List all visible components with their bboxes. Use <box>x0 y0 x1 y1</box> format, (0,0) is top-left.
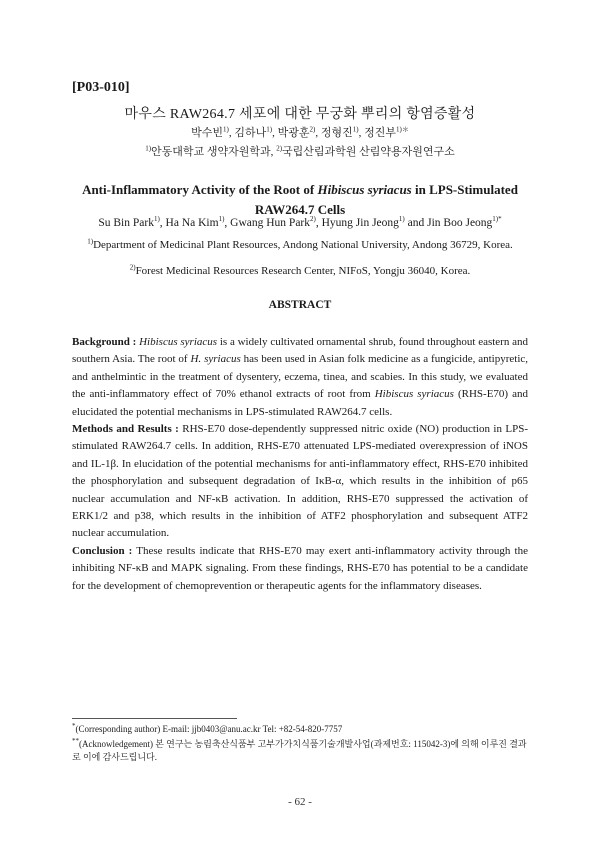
kr-author-mark: 1) <box>352 125 359 134</box>
affiliation-2 <box>40 265 560 277</box>
english-authors: Su Bin Park$^{1)}$, Ha Na Kim$^{1)}$, Gwang Hun Park$^{2)}$, Hyung Jin Jeong$^{1)}$ and Jin Boo Jeong$^{1)*}$ <box>98 215 502 229</box>
author-name: Ha Na Kim <box>165 217 219 229</box>
text-run: (RHS-E70) and elucidated the potential mechanisms in LPS-stimulated RAW264.7 cells. <box>72 388 528 418</box>
kr-affil-mark: 2) <box>276 144 283 153</box>
english-title <box>60 180 540 220</box>
author-mark: 1) <box>153 215 160 224</box>
title-species: Hibiscus syriacus <box>317 182 412 197</box>
footnote-mark: ** <box>72 737 79 745</box>
text-run: has been used in Asian folk medicine as a fungicide, antipyretic, and anthelmintic in the treatment of dysentery, eczema, tinea, and scabies. In this study, we evaluated the anti-inflammatory effect of 70% ethanol extracts of root from <box>72 353 529 401</box>
footnote-corresponding <box>72 724 342 734</box>
methods-paragraph <box>72 421 528 543</box>
footnote-text: (Acknowledgement) 본 연구는 농림축산식품부 고부가가치식품기술개발사업(과제번호: 115042-3)에 의해 이루진 결과로 이에 감사드립니다. <box>72 739 527 762</box>
background-label: Background : <box>72 336 137 348</box>
kr-author-name: 김하나 <box>234 127 267 139</box>
affiliation-1 <box>72 236 528 254</box>
abstract-body <box>72 334 528 595</box>
title-part: in LPS-Stimulated <box>411 182 518 197</box>
kr-affil-2: 국립산림과학원 산림약용자원연구소 <box>282 146 455 158</box>
kr-author-name: 박수빈 <box>191 127 224 139</box>
text-run: These results indicate that RHS-E70 may exert anti-inflammatory activity through the inhibiting NF-κB and MAPK signaling. From these findings, RHS-E70 has potential to be a candidate for the development of chemoprevention or therapeutic agents for the inflammatory diseases. <box>72 544 528 592</box>
affil-text: Forest Medicinal Resources Research Center, NIFoS, Yongju 36040, Korea. <box>135 265 471 277</box>
affil-mark: 1) <box>87 237 94 246</box>
page-number: - 62 - <box>288 796 312 808</box>
korean-title: 마우스 RAW264.7 세포에 대한 무궁화 뿌리의 항염증활성 <box>124 107 476 122</box>
author-mark: 1) <box>218 215 225 224</box>
kr-author-name: 정형진 <box>320 127 353 139</box>
text-run: RHS-E70 dose-dependently suppressed nitric oxide (NO) production in LPS-stimulated RAW264.7 cells. In addition, RHS-E70 attenuated LPS-mediated overexpression of iNOS and IL-1β. In elucidation of the potential mechanisms for anti-inflammatory effect, RHS-E70 inhibited the phosphorylation and subsequent degradation of IκB-α, which results in the inhibition of p65 nuclear accumulation and NF-κB activation. In addition, RHS-E70 suppressed the activation of ERK1/2 and p38, which results in the inhibition of ATF2 phosphorylation and subsequent ATF2 nuclear accumulation. <box>72 423 528 540</box>
conclusion-label: Conclusion : <box>72 544 133 557</box>
abstract-heading: ABSTRACT <box>268 299 332 311</box>
species-name: Hibiscus syriacus <box>139 336 218 348</box>
author-name: Jin Boo Jeong <box>427 217 493 229</box>
author-mark: 2) <box>310 215 316 224</box>
kr-author-mark: 1) <box>266 125 273 134</box>
title-part: Anti-Inflammatory Activity of the Root of <box>82 182 318 197</box>
kr-author-name: 정진부 <box>364 127 396 139</box>
kr-author-mark: 1)＊ <box>395 125 409 134</box>
kr-author-name: 박광훈 <box>277 127 310 139</box>
author-mark: 1) <box>398 215 405 224</box>
footnote-mark: * <box>72 722 76 730</box>
methods-label: Methods and Results : <box>72 423 179 436</box>
author-mark: 1)* <box>492 215 502 224</box>
affil-text: Department of Medicinal Plant Resources, Andong National University, Andong 36729, Korea. <box>93 239 513 251</box>
author-name: Su Bin Park <box>98 217 154 229</box>
background-paragraph <box>72 334 528 421</box>
text-run: is a widely cultivated ornamental shrub, found throughout eastern and southern Asia. The root of <box>72 336 529 366</box>
title-line2: RAW264.7 Cells <box>254 202 346 217</box>
species-name: H. syriacus <box>190 353 241 366</box>
affil-mark: 2) <box>129 263 136 272</box>
footnote-text: (Corresponding author) E-mail: jjb0403@anu.ac.kr Tel: +82-54-820-7757 <box>75 724 343 734</box>
species-name: Hibiscus syriacus <box>374 388 454 401</box>
abstract-code: [P03-010] <box>72 80 130 95</box>
kr-author-mark: 2) <box>309 125 316 134</box>
author-name: Hyung Jin Jeong <box>321 217 399 229</box>
footnote-divider <box>72 718 237 719</box>
kr-affil-1: 안동대학교 생약자원학과, <box>151 146 277 158</box>
author-name: Gwang Hun Park <box>230 217 311 229</box>
korean-affiliation <box>0 143 600 159</box>
korean-authors: 박수빈$^{1)}$, 김하나$^{1)}$, 박광훈$^{2)}$, 정형진$^{1)}$, 정진부$^{1)*}$ <box>191 125 409 139</box>
conclusion-paragraph <box>72 543 528 595</box>
kr-affil-mark: 1) <box>145 144 152 153</box>
kr-author-mark: 1) <box>223 125 229 134</box>
footnote-acknowledgement <box>72 738 532 764</box>
